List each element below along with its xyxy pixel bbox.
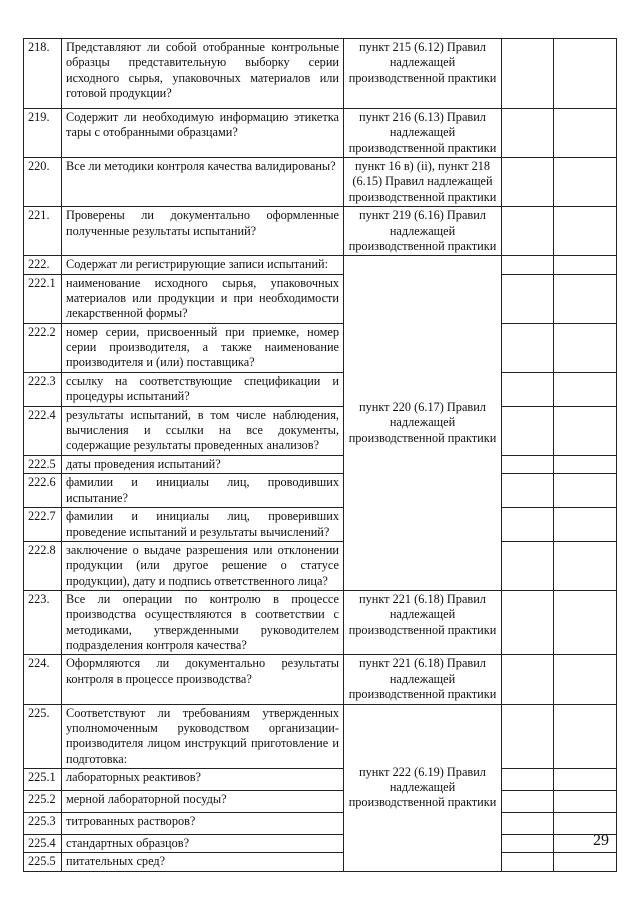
- reference-text: пункт 16 в) (ii), пункт 218 (6.15) Правил надлежащей производственной практики: [344, 158, 502, 207]
- answer-cell[interactable]: [502, 655, 554, 704]
- row-number: 225.: [24, 704, 62, 768]
- row-number: 224.: [24, 655, 62, 704]
- note-cell[interactable]: [554, 372, 617, 406]
- row-number: 222.: [24, 256, 62, 274]
- table-row: [24, 590, 617, 654]
- table-row: [24, 406, 617, 455]
- question-text: Содержит ли необходимую информацию этикетка тары с отобранными образцами?: [62, 109, 344, 158]
- question-text: питательных сред?: [62, 853, 344, 871]
- answer-cell[interactable]: [502, 109, 554, 158]
- note-cell[interactable]: [554, 109, 617, 158]
- table-row: [24, 812, 617, 834]
- reference-text: пункт 216 (6.13) Правил надлежащей производственной практики: [344, 109, 502, 158]
- table-row: [24, 323, 617, 372]
- answer-cell[interactable]: [502, 834, 554, 852]
- row-number: 222.4: [24, 406, 62, 455]
- answer-cell[interactable]: [502, 812, 554, 834]
- row-number: 222.3: [24, 372, 62, 406]
- note-cell[interactable]: [554, 541, 617, 590]
- table-row: [24, 455, 617, 473]
- answer-cell[interactable]: [502, 704, 554, 768]
- question-text: Соответствуют ли требованиям утвержденных уполномоченным руководством организации-производителя лицом инструкций приготовление и подготовка:: [62, 704, 344, 768]
- question-text: наименование исходного сырья, упаковочных материалов или продукции и при необходимости лекарственной формы?: [62, 274, 344, 323]
- reference-text: пункт 215 (6.12) Правил надлежащей производственной практики: [344, 39, 502, 109]
- row-number: 222.1: [24, 274, 62, 323]
- reference-text: пункт 221 (6.18) Правил надлежащей производственной практики: [344, 590, 502, 654]
- answer-cell[interactable]: [502, 474, 554, 508]
- table-row: [24, 256, 617, 274]
- note-cell[interactable]: [554, 590, 617, 654]
- note-cell[interactable]: [554, 256, 617, 274]
- row-number: 225.3: [24, 812, 62, 834]
- question-text: Все ли методики контроля качества валидированы?: [62, 158, 344, 207]
- row-number: 220.: [24, 158, 62, 207]
- answer-cell[interactable]: [502, 768, 554, 790]
- answer-cell[interactable]: [502, 274, 554, 323]
- reference-text-merged: пункт 220 (6.17) Правил надлежащей производственной практики: [344, 256, 502, 591]
- row-number: 222.2: [24, 323, 62, 372]
- answer-cell[interactable]: [502, 508, 554, 542]
- table-row: [24, 207, 617, 256]
- row-number: 223.: [24, 590, 62, 654]
- question-text: даты проведения испытаний?: [62, 455, 344, 473]
- note-cell[interactable]: [554, 790, 617, 812]
- table-row: [24, 274, 617, 323]
- note-cell[interactable]: [554, 853, 617, 871]
- note-cell[interactable]: [554, 158, 617, 207]
- answer-cell[interactable]: [502, 406, 554, 455]
- note-cell[interactable]: [554, 207, 617, 256]
- table-row: [24, 704, 617, 768]
- question-text: Содержат ли регистрирующие записи испытаний:: [62, 256, 344, 274]
- question-text: номер серии, присвоенный при приемке, номер серии производителя, а также наименование производителя и (или) поставщика?: [62, 323, 344, 372]
- row-number: 219.: [24, 109, 62, 158]
- answer-cell[interactable]: [502, 541, 554, 590]
- row-number: 218.: [24, 39, 62, 109]
- row-number: 225.2: [24, 790, 62, 812]
- answer-cell[interactable]: [502, 455, 554, 473]
- table-row: [24, 508, 617, 542]
- row-number: 225.1: [24, 768, 62, 790]
- question-text: фамилии и инициалы лиц, проверивших проведение испытаний и результаты вычислений?: [62, 508, 344, 542]
- question-text: результаты испытаний, в том числе наблюдения, вычисления и ссылки на все документы, содержащие результаты проведенных анализов?: [62, 406, 344, 455]
- note-cell[interactable]: [554, 768, 617, 790]
- checklist-table: [23, 38, 617, 872]
- table-row: [24, 109, 617, 158]
- reference-text: пункт 219 (6.16) Правил надлежащей производственной практики: [344, 207, 502, 256]
- reference-text-merged: пункт 222 (6.19) Правил надлежащей производственной практики: [344, 704, 502, 871]
- answer-cell[interactable]: [502, 207, 554, 256]
- answer-cell[interactable]: [502, 158, 554, 207]
- note-cell[interactable]: [554, 323, 617, 372]
- question-text: мерной лабораторной посуды?: [62, 790, 344, 812]
- table-row: [24, 768, 617, 790]
- question-text: лабораторных реактивов?: [62, 768, 344, 790]
- row-number: 222.8: [24, 541, 62, 590]
- answer-cell[interactable]: [502, 39, 554, 109]
- note-cell[interactable]: [554, 704, 617, 768]
- table-row: [24, 655, 617, 704]
- answer-cell[interactable]: [502, 323, 554, 372]
- question-text: ссылку на соответствующие спецификации и процедуры испытаний?: [62, 372, 344, 406]
- note-cell[interactable]: [554, 274, 617, 323]
- question-text: стандартных образцов?: [62, 834, 344, 852]
- note-cell[interactable]: [554, 508, 617, 542]
- table-row: [24, 158, 617, 207]
- answer-cell[interactable]: [502, 590, 554, 654]
- note-cell[interactable]: [554, 39, 617, 109]
- table-row: [24, 790, 617, 812]
- question-text: заключение о выдаче разрешения или отклонении продукции (или другое решение о статусе продукции), дату и подпись ответственного лица?: [62, 541, 344, 590]
- row-number: 222.7: [24, 508, 62, 542]
- note-cell[interactable]: [554, 406, 617, 455]
- question-text: Все ли операции по контролю в процессе производства осуществляются в соответствии с методиками, утвержденными руководителем подразделения контроля качества?: [62, 590, 344, 654]
- question-text: фамилии и инициалы лиц, проводивших испытание?: [62, 474, 344, 508]
- table-row: [24, 853, 617, 871]
- answer-cell[interactable]: [502, 853, 554, 871]
- question-text: Проверены ли документально оформленные полученные результаты испытаний?: [62, 207, 344, 256]
- note-cell[interactable]: [554, 655, 617, 704]
- question-text: Представляют ли собой отобранные контрольные образцы представительную выборку серии исходного сырья, упаковочных материалов или готовой продукции?: [62, 39, 344, 109]
- question-text: титрованных растворов?: [62, 812, 344, 834]
- note-cell[interactable]: [554, 455, 617, 473]
- page-number: 29: [593, 832, 609, 849]
- reference-text: пункт 221 (6.18) Правил надлежащей производственной практики: [344, 655, 502, 704]
- row-number: 225.5: [24, 853, 62, 871]
- table-row: [24, 474, 617, 508]
- answer-cell[interactable]: [502, 256, 554, 274]
- row-number: 225.4: [24, 834, 62, 852]
- answer-cell[interactable]: [502, 372, 554, 406]
- note-cell[interactable]: [554, 474, 617, 508]
- answer-cell[interactable]: [502, 790, 554, 812]
- row-number: 222.6: [24, 474, 62, 508]
- row-number: 222.5: [24, 455, 62, 473]
- table-row: [24, 834, 617, 852]
- table-row: [24, 39, 617, 109]
- table-row: [24, 372, 617, 406]
- question-text: Оформляются ли документально результаты контроля в процессе производства?: [62, 655, 344, 704]
- row-number: 221.: [24, 207, 62, 256]
- table-row: [24, 541, 617, 590]
